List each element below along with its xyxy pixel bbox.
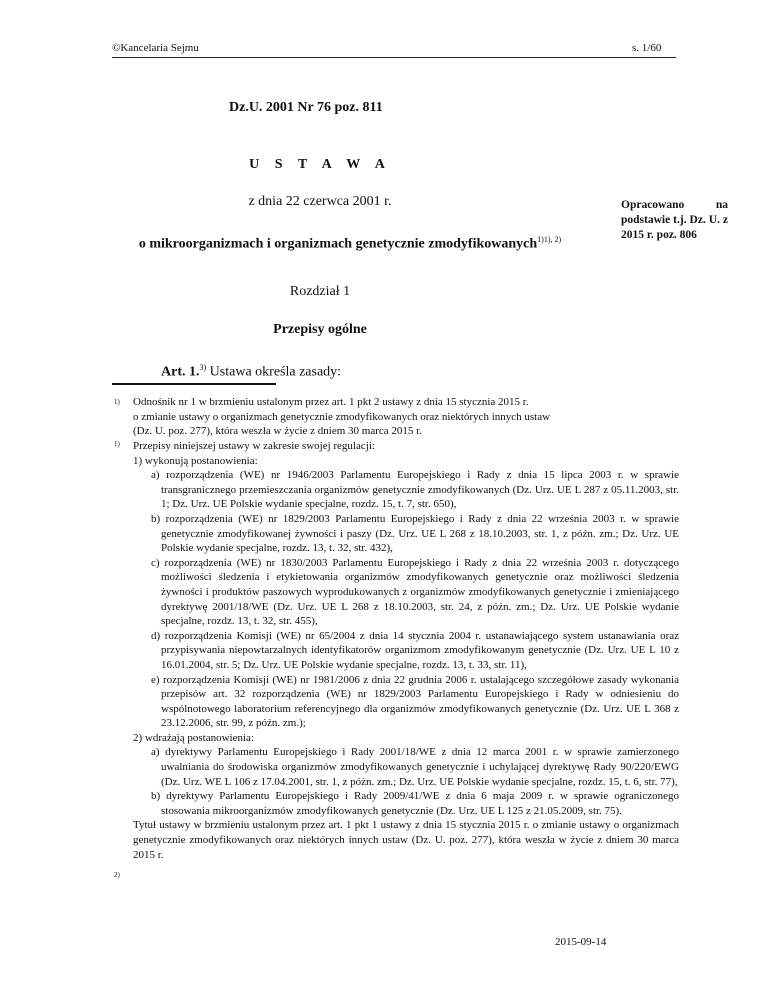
footnote-line: Przepisy niniejszej ustawy w zakresie swojej regulacji: (133, 440, 375, 452)
point-1: 1) wykonują postanowienia: (133, 454, 258, 467)
point-2: 2) wdrażają postanowienia: (133, 731, 254, 744)
point-1c: c) rozporządzenia (WE) nr 1830/2003 Parlamentu Europejskiego i Rady z dnia 22 września 2003 r. dotyczącego możliwości śledzenia i etykietowania organizmów zmodyfikowanych genetycznie oraz możliwości śledzenia żywności i produktów paszowych wyprodukowanych z organizmów zmodyfikowanych genetycznie i zmieniającego dyrektywę 2001/18/WE (Dz. Urz. UE L 268 z 18.10.2003, str. 24, z późn. zm.; Dz. Urz. UE Polskie wydanie specjalne, rozdz. 13, t. 32, str. 455), (151, 556, 679, 628)
point-1b: b) rozporządzenia (WE) nr 1829/2003 Parlamentu Europejskiego i Rady z dnia 22 września 2003 r. w sprawie genetycznie zmodyfikowanej żywności i paszy (Dz. Urz. UE L 268 z 18.10.2003, str. 1, z późn. zm.; Dz. Urz. UE Polskie wydanie specjalne, rozdz. 13, t. 32, str. 432), (151, 512, 679, 555)
point-2b: b) dyrektywy Parlamentu Europejskiego i Rady 2009/41/WE z dnia 6 maja 2009 r. w sprawie ograniczonego stosowania mikroorganizmów zmodyfikowanych genetycznie (Dz. Urz. UE L 125 z 21.05.2009, str. 75). (151, 790, 679, 817)
footnote-1a (133, 395, 676, 439)
chapter-heading: Rozdział 1 (289, 284, 351, 299)
side-note: Opracowano na podstawie t.j. Dz. U. z 2015 r. poz. 806 (621, 199, 728, 241)
footnote-line: Odnośnik nr 1 w brzmieniu ustalonym przez art. 1 pkt 2 ustawy z dnia 15 stycznia 2015 r. (133, 396, 529, 408)
footnote-line: o zmianie ustawy o organizmach genetycznie zmodyfikowanych oraz niektórych innych ustaw (133, 410, 551, 423)
footnote-2: Tytuł ustawy w brzmieniu ustalonym przez art. 1 pkt 1 ustawy z dnia 15 stycznia 2015 r. o zmianie ustawy o organizmach genetycznie zmodyfikowanych oraz niektórych innych ustaw (Dz. U. poz. 277), która weszła w życie z dniem 30 marca 2015 r. (133, 819, 679, 861)
footnote-line: (Dz. U. poz. 277), która weszła w życie z dniem 30 marca 2015 r. (133, 425, 422, 438)
footer-date: 2015-09-14 (555, 936, 607, 948)
footnote-rule (112, 383, 276, 385)
article-1 (161, 363, 341, 381)
article-footnote-ref: 3) (199, 363, 207, 372)
article-text: Ustawa określa zasady: (209, 364, 342, 380)
subject-footnote-refs: 1)1), 2) (537, 235, 562, 244)
point-1e: e) rozporządzenia Komisji (WE) nr 1981/2006 z dnia 22 grudnia 2006 r. ustalającego szczegółowe zasady wykonania przepisów art. 32 rozporządzenia (WE) nr 1829/2003 Parlamentu Europejskiego i Rady w odniesieniu do wspólnotowego laboratorium referencyjnego dla organizmów zmodyfikowanych genetycznie (Dz. Urz. UE L 368 z 23.12.2006, str. 99, z późn. zm.); (151, 673, 679, 730)
header-rule (112, 57, 676, 58)
point-1d: d) rozporządzenia Komisji (WE) nr 65/2004 z dnia 14 stycznia 2004 r. ustanawiającego system ustanawiania oraz przypisywania niepowtarzalnych identyfikatorów organizmom zmodyfikowanym genetycznie (Dz. Urz. UE L 10 z 16.01.2004, str. 5; Dz. Urz. UE Polskie wydanie specjalne, rozdz. 13, t. 33, str. 11), (151, 629, 679, 671)
point-2a: a) dyrektywy Parlamentu Europejskiego i Rady 2001/18/WE z dnia 12 marca 2001 r. w sprawie zamierzonego uwalniania do środowiska organizmów zmodyfikowanych genetycznie i uchylającej dyrektywę Rady 90/220/EWG (Dz. Urz. WE L 106 z 17.04.2001, str. 1, z późn. zm.; Dz. Urz. UE Polskie wydanie specjalne, rozdz. 15, t. 6, str. 77), (151, 746, 679, 788)
footnote-1b (133, 439, 679, 862)
article-label: Art. 1. (161, 364, 200, 380)
chapter-title: Przepisy ogólne (273, 322, 367, 337)
footnote-mark: 1) (114, 398, 120, 406)
footnote-mark: 1) (114, 440, 120, 448)
document-type: U S T A W A (249, 157, 391, 172)
document-reference: Dz.U. 2001 Nr 76 poz. 811 (229, 100, 383, 115)
document-date: z dnia 22 czerwca 2001 r. (248, 194, 392, 209)
header-source: ©Kancelaria Sejmu (112, 42, 199, 54)
footnote-mark: 2) (114, 871, 120, 879)
document-subject (100, 235, 600, 253)
point-1a: a) rozporządzenia (WE) nr 1946/2003 Parlamentu Europejskiego i Rady z dnia 15 lipca 2003 r. w sprawie transgranicznego przemieszczania organizmów genetycznie zmodyfikowanych (Dz. Urz. UE L 287 z 05.11.2003, str. 1; Dz. Urz. UE Polskie wydanie specjalne, rozdz. 15, t. 7, str. 650), (151, 469, 679, 511)
header-page-number: s. 1/60 (632, 42, 662, 54)
subject-text: o mikroorganizmach i organizmach genetycznie zmodyfikowanych (138, 236, 538, 252)
